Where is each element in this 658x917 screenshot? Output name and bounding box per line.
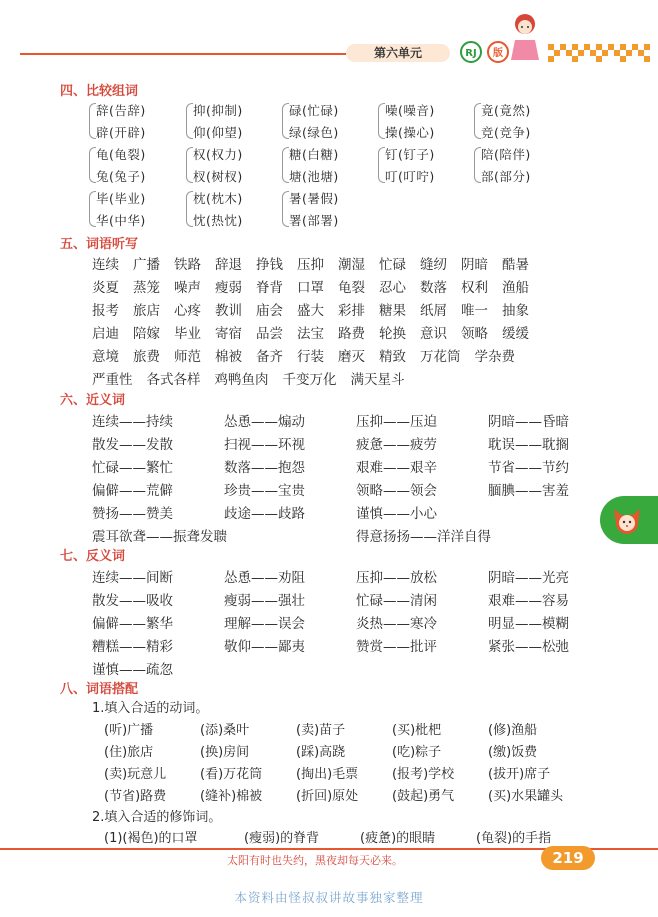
- compare-word: 仰(仰望): [193, 125, 243, 140]
- synonym-pair: 偏僻——荒僻: [92, 483, 173, 499]
- antonym-pair: 连续——间断: [92, 570, 173, 586]
- unit-label: 第六单元: [346, 44, 450, 62]
- brace: [89, 147, 96, 183]
- compare-word: 抑(抑制): [193, 103, 243, 118]
- page-header: [0, 0, 658, 76]
- rj-badge: RJ: [460, 41, 482, 63]
- verb-collocation: (添)桑叶: [200, 723, 250, 738]
- brace: [186, 103, 193, 139]
- brace: [282, 147, 289, 183]
- brace: [89, 103, 96, 139]
- synonym-pair: 压抑——压迫: [356, 414, 437, 430]
- brace: [474, 147, 481, 183]
- synonym-pair: 艰难——艰辛: [356, 460, 437, 476]
- verb-collocation: (看)万花筒: [200, 767, 263, 782]
- antonym-pair: 明显——模糊: [488, 616, 569, 632]
- checker-decoration: [548, 44, 652, 64]
- verb-collocation: (买)水果罐头: [488, 789, 564, 804]
- verb-collocation: (节省)路费: [104, 789, 167, 804]
- brace: [474, 103, 481, 139]
- synonym-pair: 散发——发散: [92, 437, 173, 453]
- synonym-pair: 扫视——环视: [224, 437, 305, 453]
- verb-collocation: (换)房间: [200, 745, 250, 760]
- dictation-row: 严重性 各式各样 鸡鸭鱼肉 千变万化 满天星斗: [92, 372, 405, 388]
- page-number: 219: [541, 846, 595, 870]
- girl-mascot-icon: [507, 10, 543, 62]
- antonym-pair: 理解——误会: [224, 616, 305, 632]
- synonym-pair: 得意扬扬——洋洋自得: [356, 529, 491, 545]
- verb-collocation: (听)广播: [104, 723, 154, 738]
- compare-word: 糖(白糖): [289, 147, 339, 162]
- compare-word: 忱(热忱): [193, 213, 243, 228]
- brace: [378, 147, 385, 183]
- verb-collocation: (折回)原处: [296, 789, 359, 804]
- compare-word: 竟(竟然): [481, 103, 531, 118]
- antonym-pair: 赞赏——批评: [356, 639, 437, 655]
- compare-word: 龟(龟裂): [96, 147, 146, 162]
- synonym-pair: 忙碌——繁忙: [92, 460, 173, 476]
- compare-word: 噪(噪音): [385, 103, 435, 118]
- verb-collocation: (掏出)毛票: [296, 767, 359, 782]
- verb-collocation: (卖)苗子: [296, 723, 346, 738]
- verb-collocation: (吃)粽子: [392, 745, 442, 760]
- synonym-pair: 节省——节约: [488, 460, 569, 476]
- section-collocation-title: 八、词语搭配: [60, 682, 139, 697]
- compare-word: 叮(叮咛): [385, 169, 435, 184]
- fox-mascot-icon: [610, 503, 644, 537]
- modifier-collocation: (龟裂)的手指: [476, 831, 552, 846]
- brace: [89, 191, 96, 227]
- dictation-row: 报考 旅店 心疼 教训 庙会 盛大 彩排 糖果 纸屑 唯一 抽象: [92, 303, 529, 319]
- synonym-pair: 数落——抱怨: [224, 460, 305, 476]
- compare-word: 权(权力): [193, 147, 243, 162]
- verb-collocation: (住)旅店: [104, 745, 154, 760]
- verb-collocation: (鼓起)勇气: [392, 789, 455, 804]
- antonym-pair: 散发——吸收: [92, 593, 173, 609]
- verb-collocation: (报考)学校: [392, 767, 455, 782]
- antonym-pair: 敬仰——鄙夷: [224, 639, 305, 655]
- footer-rule: [590, 848, 658, 850]
- antonym-pair: 炎热——寒冷: [356, 616, 437, 632]
- verb-collocation: (修)渔船: [488, 723, 538, 738]
- antonym-pair: 忙碌——清闲: [356, 593, 437, 609]
- synonym-pair: 赞扬——赞美: [92, 506, 173, 522]
- dictation-row: 炎夏 蒸笼 噪声 瘦弱 脊背 口罩 龟裂 忍心 数落 权利 渔船: [92, 280, 529, 296]
- synonym-pair: 震耳欲聋——振聋发聩: [92, 529, 227, 545]
- synonym-pair: 珍贵——宝贵: [224, 483, 305, 499]
- antonym-pair: 谨慎——疏忽: [92, 662, 173, 678]
- verb-collocation: (卖)玩意儿: [104, 767, 167, 782]
- section-compare-title: 四、比较组词: [60, 84, 139, 99]
- verb-collocation: (踩)高跷: [296, 745, 346, 760]
- edition-badge: 版: [487, 41, 509, 63]
- modifier-collocation: (1)(褐色)的口罩: [104, 831, 198, 846]
- compare-word: 竞(竞争): [481, 125, 531, 140]
- footer-motto: 太阳有时也失约，黑夜却每天必来。: [227, 854, 403, 867]
- compare-word: 暑(暑假): [289, 191, 339, 206]
- compare-word: 枕(枕木): [193, 191, 243, 206]
- compare-word: 绿(绿色): [289, 125, 339, 140]
- subsection-modifiers: 2.填入合适的修饰词。: [92, 810, 222, 825]
- compare-word: 辟(开辟): [96, 125, 146, 140]
- antonym-pair: 瘦弱——强壮: [224, 593, 305, 609]
- brace: [282, 103, 289, 139]
- synonym-pair: 怂恿——煽动: [224, 414, 305, 430]
- section-antonyms-title: 七、反义词: [60, 549, 126, 564]
- compare-word: 操(操心): [385, 125, 435, 140]
- synonym-pair: 歧途——歧路: [224, 506, 305, 522]
- compare-word: 兔(兔子): [96, 169, 146, 184]
- credit-line: 本资料由怪叔叔讲故事独家整理: [234, 890, 424, 905]
- synonym-pair: 耽误——耽搁: [488, 437, 569, 453]
- dictation-row: 连续 广播 铁路 辞退 挣钱 压抑 潮湿 忙碌 缝纫 阴暗 酷暑: [92, 257, 529, 273]
- side-tab: [600, 496, 658, 544]
- section-dictation-title: 五、词语听写: [60, 237, 139, 252]
- verb-collocation: (拔开)席子: [488, 767, 551, 782]
- antonym-pair: 阴暗——光亮: [488, 570, 569, 586]
- compare-word: 塘(池塘): [289, 169, 339, 184]
- antonym-pair: 糟糕——精彩: [92, 639, 173, 655]
- brace: [378, 103, 385, 139]
- synonym-pair: 腼腆——害羞: [488, 483, 569, 499]
- dictation-row: 意境 旅费 师范 棉被 备齐 行装 磨灭 精致 万花筒 学杂费: [92, 349, 515, 365]
- brace: [282, 191, 289, 227]
- synonym-pair: 阴暗——昏暗: [488, 414, 569, 430]
- compare-word: 钉(钉子): [385, 147, 435, 162]
- antonym-pair: 紧张——松弛: [488, 639, 569, 655]
- antonym-pair: 偏僻——繁华: [92, 616, 173, 632]
- antonym-pair: 压抑——放松: [356, 570, 437, 586]
- brace: [186, 191, 193, 227]
- compare-word: 部(部分): [481, 169, 531, 184]
- modifier-collocation: (瘦弱)的脊背: [244, 831, 320, 846]
- verb-collocation: (缴)饭费: [488, 745, 538, 760]
- synonym-pair: 疲惫——疲劳: [356, 437, 437, 453]
- verb-collocation: (买)枇杷: [392, 723, 442, 738]
- compare-word: 陪(陪伴): [481, 147, 531, 162]
- compare-word: 辞(告辞): [96, 103, 146, 118]
- antonym-pair: 怂恿——劝阻: [224, 570, 305, 586]
- footer-rule: [0, 848, 560, 850]
- compare-word: 杈(树杈): [193, 169, 243, 184]
- brace: [186, 147, 193, 183]
- compare-word: 碌(忙碌): [289, 103, 339, 118]
- synonym-pair: 领略——领会: [356, 483, 437, 499]
- dictation-row: 启迪 陪嫁 毕业 寄宿 品尝 法宝 路费 轮换 意识 领略 缓缓: [92, 326, 529, 342]
- compare-word: 华(中华): [96, 213, 146, 228]
- modifier-collocation: (疲惫)的眼睛: [360, 831, 436, 846]
- synonym-pair: 连续——持续: [92, 414, 173, 430]
- compare-word: 毕(毕业): [96, 191, 146, 206]
- synonym-pair: 谨慎——小心: [356, 506, 437, 522]
- verb-collocation: (缝补)棉被: [200, 789, 263, 804]
- compare-word: 署(部署): [289, 213, 339, 228]
- antonym-pair: 艰难——容易: [488, 593, 569, 609]
- subsection-verbs: 1.填入合适的动词。: [92, 701, 209, 716]
- section-synonyms-title: 六、近义词: [60, 393, 126, 408]
